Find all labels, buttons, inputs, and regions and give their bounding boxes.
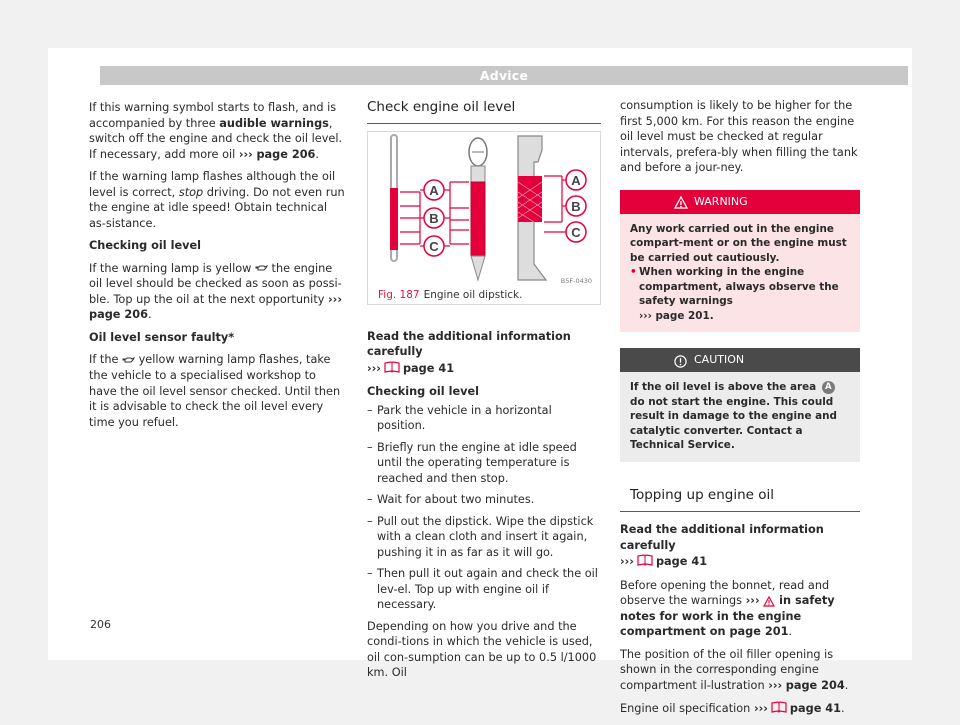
dipstick-figure [367, 131, 601, 305]
paragraph-stop-driving: If the warning lamp flashes although the oil level is correct, stop driving. Do not even run the engine at idle speed! Obtain technical as-sistance. [89, 170, 345, 230]
paragraph-consumption-cont: consumption is likely to be higher for the first 5,000 km. For this reason the engine oil level must be checked at regular intervals, prefera-bly when filling the tank and before a jour-ney. [620, 99, 858, 174]
page-link[interactable]: page 41 [655, 554, 708, 568]
chapter-header: Advice [100, 66, 908, 85]
area-badge: A [822, 381, 835, 394]
page-link[interactable]: page 206 [89, 308, 148, 322]
figure-label-b-right: B [571, 198, 581, 214]
paragraph-yellow-lamp: If the warning lamp is yellow the engine oil level should be checked as soon as possi-ble. Top up the oil at the next opportunity ››› page 206. [89, 261, 342, 322]
cross-ref-arrow-icon: ››› [620, 554, 634, 568]
steps-list [367, 403, 601, 613]
cross-ref-arrow-icon: ››› [768, 678, 783, 692]
paragraph-consumption: Depending on how you drive and the condi-tions in which the vehicle is used, oil con-sumption can be up to 0.5 l/1000 km. Oil [367, 619, 597, 679]
page-link[interactable]: in safety notes for work in the engine compartment on page 201 [620, 594, 835, 638]
figure-label-c-left: C [429, 238, 439, 254]
list-item: – Then pull it out again and check the oil lev-el. Top up with engine oil if necessary. [367, 566, 601, 613]
cross-ref-arrow-icon: ››› [639, 309, 652, 322]
list-item: – Park the vehicle in a horizontal position. [367, 403, 601, 434]
warning-header: WARNING [620, 190, 860, 214]
section-title-topping-up: Topping up engine oil [620, 488, 860, 513]
warning-bullet: • When working in the engine compartment, always observe the safety warnings ››› page 201. [630, 265, 850, 323]
oil-lamp-icon [255, 261, 268, 277]
paragraph-filler-position: The position of the oil filler opening is shown in the corresponding engine compartment il-lustration ››› page 204. [620, 647, 849, 692]
book-icon [637, 553, 653, 571]
oil-lamp-icon [122, 353, 135, 369]
page-link[interactable]: page 41 [789, 701, 842, 715]
list-item: – Briefly run the engine at idle speed until the operating temperature is reached and then stop. [367, 440, 601, 487]
page-link[interactable]: page 201 [655, 309, 710, 322]
cross-ref-arrow-icon: ››› [328, 292, 342, 306]
dipstick-illustration [368, 132, 602, 282]
column-2 [367, 100, 601, 688]
heading-sensor-faulty: Oil level sensor faulty* [89, 330, 235, 344]
warning-body: Any work carried out in the engine compart-ment or on the engine must be carried out cautiously. • When working in the engine compartment, always observe the safety warnings ››› page 201. [620, 214, 860, 333]
read-more-line: Read the additional information carefully ››› page 41 [620, 522, 860, 571]
figure-label-b-left: B [429, 210, 439, 226]
cross-ref-arrow-icon: ››› [745, 594, 760, 607]
cross-ref-arrow-icon: ››› [238, 147, 253, 161]
list-item: – Wait for about two minutes. [367, 492, 601, 508]
page-number: 206 [90, 618, 111, 631]
paragraph-sensor-faulty: If the yellow warning lamp flashes, take the vehicle to a specialised workshop to have the oil level sensor checked. Until then it is advisable to check the oil level every time you refuel. [89, 353, 341, 429]
page-link[interactable]: page 206 [256, 147, 316, 161]
caution-info-icon [674, 353, 687, 377]
manual-page [48, 48, 912, 715]
paragraph-flashing-warning: If this warning symbol starts to flash, and is accompanied by three audible warnings, switch off the engine and check the oil level. If necessary, add more oil ››› page 206. [89, 101, 343, 161]
cross-ref-arrow-icon: ››› [367, 361, 381, 375]
caution-body: If the oil level is above the area A do not start the engine. This could result in damage to the engine and catalytic converter. Contact a Technical Service. [630, 381, 837, 451]
figure-caption: Fig. 187 Engine oil dipstick. [378, 288, 523, 301]
list-item: – Pull out the dipstick. Wipe the dipstick with a clean cloth and insert it again, pushing it in as far as it will go. [367, 514, 601, 561]
figure-number: Fig. 187 [378, 288, 420, 301]
heading-checking-oil-level: Checking oil level [89, 239, 202, 252]
figure-label-c-right: C [571, 224, 581, 240]
column-1 [89, 100, 347, 437]
figure-label-a-left: A [429, 182, 439, 198]
paragraph-before-opening: Before opening the bonnet, read and observe the warnings ››› in safety notes for work in the engine compartment on page 201. [620, 578, 835, 638]
section-title-check-oil: Check engine oil level [367, 100, 601, 124]
column-3 [620, 98, 860, 725]
warning-triangle-icon [763, 594, 775, 607]
book-icon [384, 360, 400, 378]
heading-checking-oil-level-2: Checking oil level [367, 385, 480, 398]
caution-box [620, 348, 860, 462]
cross-ref-arrow-icon: ››› [753, 701, 768, 715]
warning-box [620, 190, 860, 333]
paragraph-oil-spec: Engine oil specification ››› page 41. [620, 700, 860, 718]
figure-code: B5F-0430 [560, 276, 592, 285]
book-icon [771, 700, 787, 718]
warning-triangle-icon [674, 194, 688, 218]
caution-header: CAUTION [620, 348, 860, 372]
page-link[interactable]: page 41 [402, 361, 455, 375]
page-link[interactable]: page 204 [785, 678, 845, 692]
audible-warnings-text: audible warnings [219, 116, 329, 130]
read-more-line: Read the additional information carefully ››› page 41 [367, 329, 601, 378]
figure-label-a-right: A [571, 172, 581, 188]
